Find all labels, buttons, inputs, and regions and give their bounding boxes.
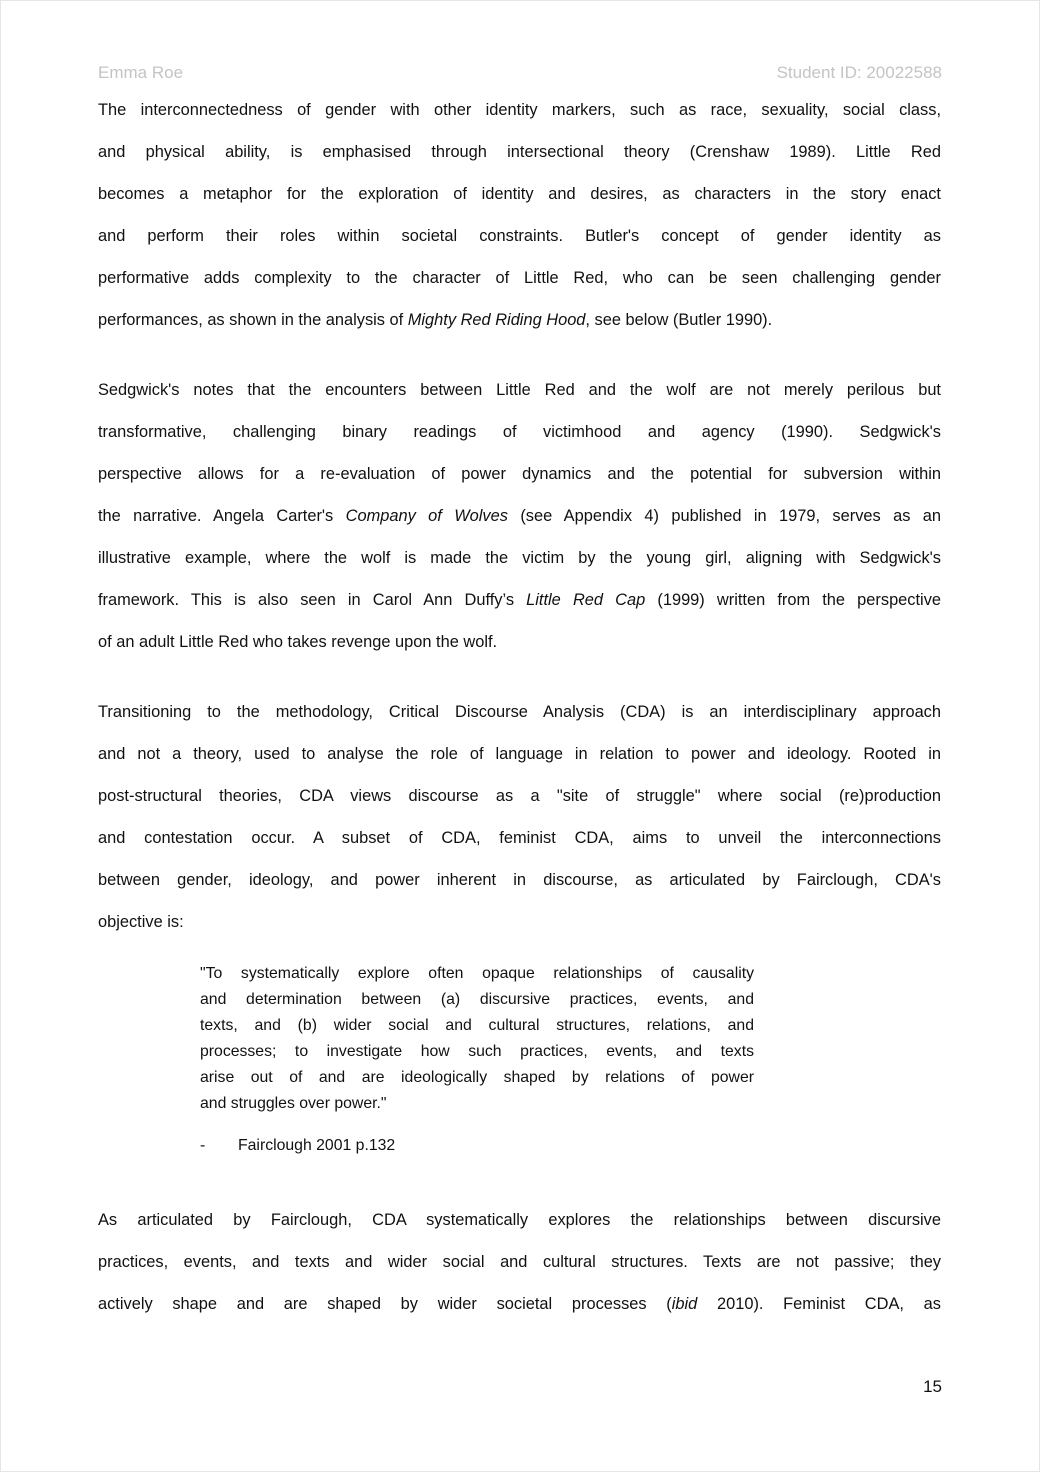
text-run: 2010). Feminist CDA, as bbox=[697, 1295, 941, 1313]
text-run: and contestation occur. A subset of CDA, feminist CDA, aims to unveil the interconnections bbox=[98, 829, 941, 847]
quote-attribution bbox=[200, 1133, 941, 1159]
text-line bbox=[98, 733, 941, 775]
text-run: and perform their roles within societal constraints. Butler's concept of gender identity as bbox=[98, 227, 941, 245]
text-run: The interconnectedness of gender with other identity markers, such as race, sexuality, social class, bbox=[98, 101, 941, 119]
block-quote bbox=[200, 961, 754, 1117]
text-line bbox=[98, 495, 941, 537]
text-line bbox=[98, 859, 941, 901]
text-run: objective is: bbox=[98, 913, 184, 931]
text-run: becomes a metaphor for the exploration of identity and desires, as characters in the story enact bbox=[98, 185, 941, 203]
text-run: perspective allows for a re-evaluation of power dynamics and the potential for subversion within bbox=[98, 465, 941, 483]
text-line bbox=[98, 817, 941, 859]
text-line bbox=[98, 1241, 941, 1283]
text-run: between gender, ideology, and power inherent in discourse, as articulated by Fairclough, CDA's bbox=[98, 871, 941, 889]
text-run: As articulated by Fairclough, CDA systematically explores the relationships between discursive bbox=[98, 1211, 941, 1229]
quote-line: and determination between (a) discursive practices, events, and bbox=[200, 991, 754, 1008]
text-line bbox=[98, 131, 941, 173]
text-line bbox=[98, 369, 941, 411]
quote-line: "To systematically explore often opaque relationships of causality bbox=[200, 965, 754, 982]
paragraph bbox=[98, 369, 941, 663]
text-line bbox=[98, 579, 941, 621]
text-run: performative adds complexity to the character of Little Red, who can be seen challenging gender bbox=[98, 269, 941, 287]
text-run: transformative, challenging binary readings of victimhood and agency (1990). Sedgwick's bbox=[98, 423, 941, 441]
quote-line: and struggles over power." bbox=[200, 1095, 387, 1112]
text-line bbox=[98, 215, 941, 257]
italic-title: Mighty Red Riding Hood bbox=[407, 311, 586, 329]
paragraph bbox=[98, 1199, 941, 1325]
italic-title: Company of Wolves bbox=[345, 507, 508, 525]
text-line bbox=[98, 1283, 941, 1325]
text-line bbox=[98, 257, 941, 299]
text-run: (1999) written from the perspective bbox=[645, 591, 942, 609]
text-run: of an adult Little Red who takes revenge upon the wolf. bbox=[98, 633, 498, 651]
italic-title: Little Red Cap bbox=[526, 591, 646, 609]
text-run: and not a theory, used to analyse the role of language in relation to power and ideology. Rooted in bbox=[98, 745, 941, 763]
text-line bbox=[98, 901, 941, 943]
header-student-id: Student ID: 20022588 bbox=[776, 63, 942, 82]
text-run: the narrative. Angela Carter's bbox=[98, 507, 346, 525]
quote-line: processes; to investigate how such practices, events, and texts bbox=[200, 1043, 754, 1060]
document-body bbox=[98, 89, 941, 1325]
text-run: Sedgwick's notes that the encounters between Little Red and the wolf are not merely perilous but bbox=[98, 381, 941, 399]
text-run: post-structural theories, CDA views discourse as a "site of struggle" where social (re)production bbox=[98, 787, 941, 805]
paragraph bbox=[98, 89, 941, 341]
text-line bbox=[98, 537, 941, 579]
attribution-text: Fairclough 2001 p.132 bbox=[238, 1137, 396, 1154]
header-author: Emma Roe bbox=[98, 63, 184, 82]
text-line bbox=[98, 1199, 941, 1241]
quote-line: arise out of and are ideologically shaped by relations of power bbox=[200, 1069, 754, 1086]
text-line bbox=[98, 89, 941, 131]
italic-title: ibid bbox=[671, 1295, 698, 1313]
text-run: framework. This is also seen in Carol Ann Duffy’s bbox=[98, 591, 527, 609]
text-run: , see below (Butler 1990). bbox=[585, 311, 773, 329]
text-run: performances, as shown in the analysis of bbox=[98, 311, 408, 329]
text-line bbox=[98, 173, 941, 215]
text-line bbox=[98, 299, 941, 341]
text-line bbox=[98, 691, 941, 733]
text-run: and physical ability, is emphasised through intersectional theory (Crenshaw 1989). Little Red bbox=[98, 143, 941, 161]
text-line bbox=[98, 621, 941, 663]
text-run: practices, events, and texts and wider social and cultural structures. Texts are not passive; they bbox=[98, 1253, 941, 1271]
text-line bbox=[98, 775, 941, 817]
text-run: (see Appendix 4) published in 1979, serves as an bbox=[507, 507, 941, 525]
text-run: illustrative example, where the wolf is made the victim by the young girl, aligning with Sedgwick's bbox=[98, 549, 941, 567]
page-number: 15 bbox=[923, 1377, 942, 1396]
paragraph bbox=[98, 691, 941, 943]
text-run: actively shape and are shaped by wider societal processes ( bbox=[98, 1295, 672, 1313]
text-run: Transitioning to the methodology, Critical Discourse Analysis (CDA) is an interdisciplinary approach bbox=[98, 703, 941, 721]
text-line bbox=[98, 453, 941, 495]
text-line bbox=[98, 411, 941, 453]
quote-line: texts, and (b) wider social and cultural structures, relations, and bbox=[200, 1017, 754, 1034]
attribution-dash: - bbox=[200, 1137, 206, 1154]
